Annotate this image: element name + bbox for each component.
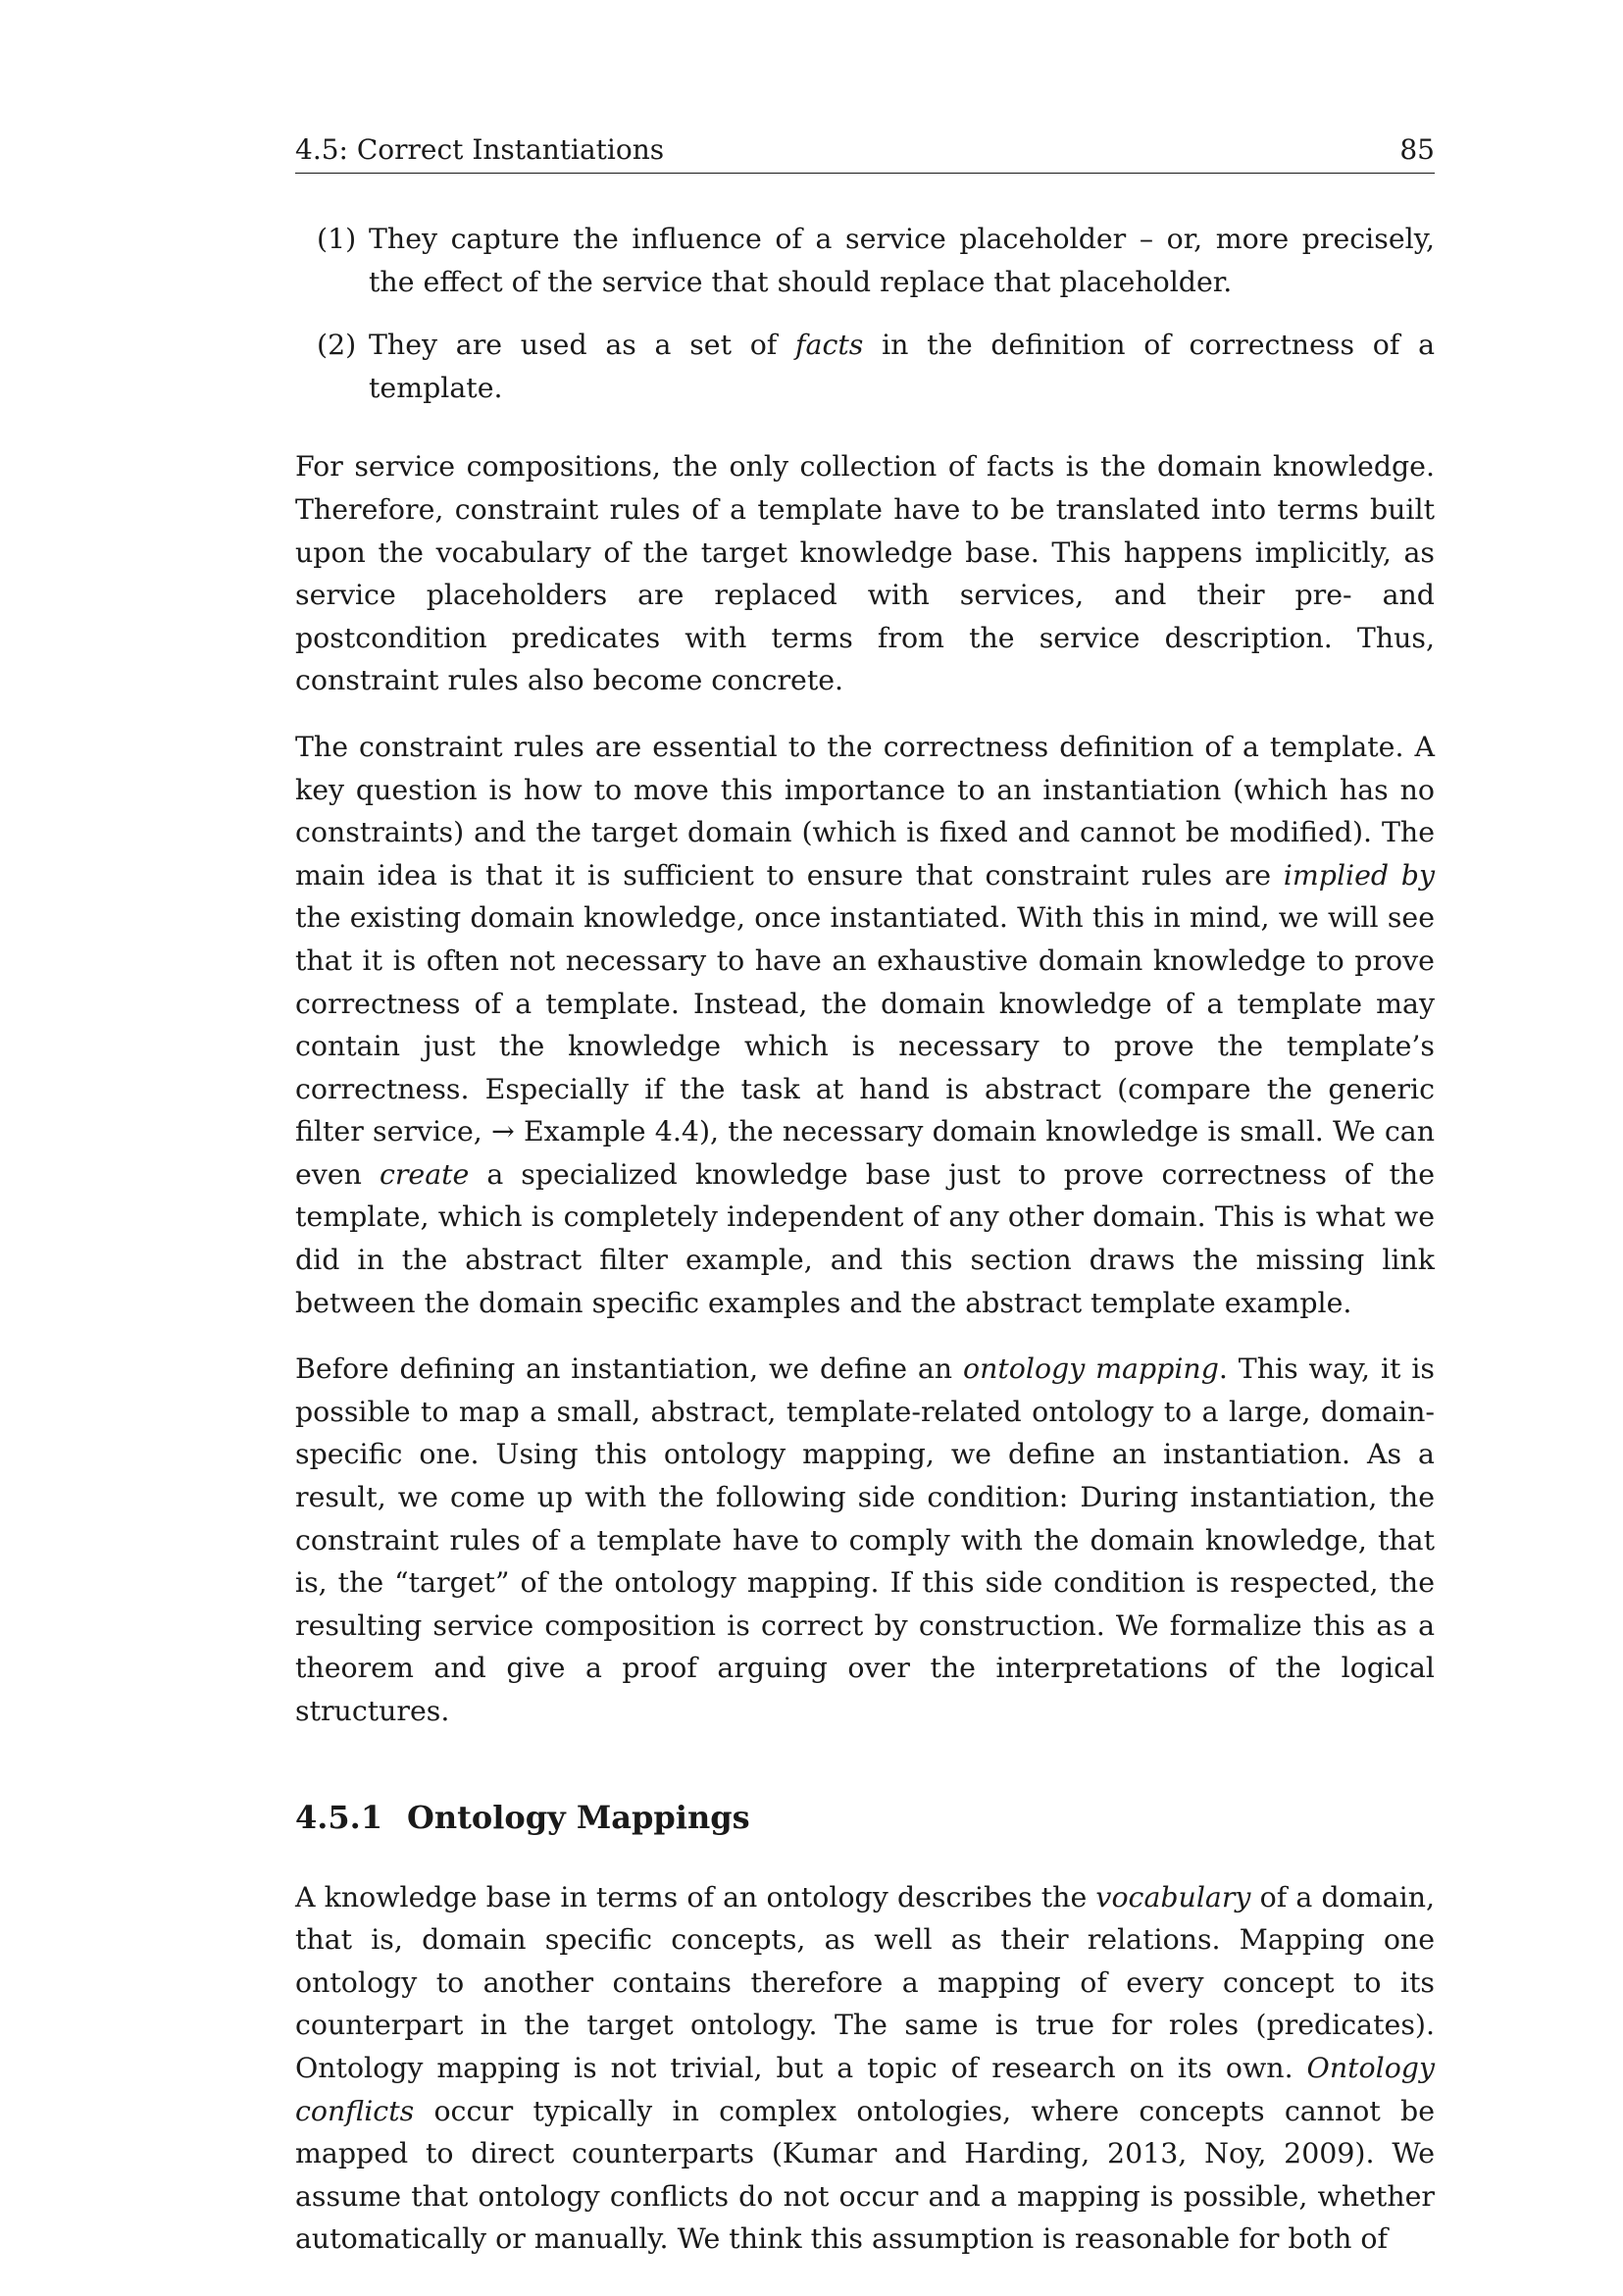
list-item <box>295 324 1435 409</box>
list-item-text: They capture the influence of a service placeholder – or, more precisely, the effect of the service that should replace that placeholder. <box>369 223 1435 298</box>
subsection-title: Ontology Mappings <box>407 1798 750 1836</box>
emphasis: create <box>379 1157 470 1191</box>
paragraph-ontology-mapping: A knowledge base in terms of an ontology describes the vocabulary of a domain, that is, domain specific concepts, as well as their relations. Mapping one ontology to another contains therefore a mapping of every concept to its counterpart in the target ontology. The same is true for roles (predicates). Ontology mapping is not trivial, but a topic of research on its own. Ontology conflicts occur typically in complex ontologies, where concepts cannot be mapped to direct counterparts (Kumar and Harding, 2013, Noy, 2009). We assume that ontology conflicts do not occur and a mapping is possible, whether automatically or manually. We think this assumption is reasonable for both of <box>295 1880 1436 2256</box>
body-text <box>295 218 1435 2284</box>
subsection-heading <box>295 1798 1435 1837</box>
paragraph-service-compositions: For service compositions, the only collection of facts is the domain knowledge. Therefore, constraint rules of a template have to be translated into terms built upon the vocabulary of the target knowledge base. This happens implicitly, as service placeholders are replaced with services, and their pre- and postcondition predicates with terms from the service description. Thus, constraint rules also become concrete. <box>295 450 1435 697</box>
list-item-number: (1) <box>317 223 357 255</box>
list-item <box>295 218 1435 303</box>
emphasis: facts <box>795 329 864 362</box>
enumerated-list <box>295 218 1435 409</box>
emphasis: implied by <box>1283 858 1435 892</box>
subsection-number: 4.5.1 <box>295 1798 383 1836</box>
list-item-number: (2) <box>317 329 357 362</box>
running-header <box>295 133 1435 174</box>
emphasis: ontology mapping <box>962 1352 1219 1386</box>
running-header-title: 4.5: Correct Instantiations <box>295 133 665 166</box>
emphasis: Ontology conflicts <box>295 2051 1435 2127</box>
page-number: 85 <box>1399 133 1435 166</box>
list-item-text: They are used as a set of facts in the definition of correctness of a template. <box>369 329 1435 404</box>
paragraph-constraint-rules: The constraint rules are essential to the correctness definition of a template. A key question is how to move this importance to an instantiation (which has no constraints) and the target domain (which is fixed and cannot be modified). The main idea is that it is sufficient to ensure that constraint rules are implied by the existing domain knowledge, once instantiated. With this in mind, we will see that it is often not necessary to have an exhaustive domain knowledge to prove correctness of a template. Instead, the domain knowledge of a template may contain just the knowledge which is necessary to prove the template’s correctness. Especially if the task at hand is abstract (compare the generic filter service, → Example 4.4), the necessary domain knowledge is small. We can even create a specialized knowledge base just to prove correctness of the template, which is completely independent of any other domain. This is what we did in the abstract filter example, and this section draws the missing link between the domain specific examples and the abstract template example. <box>295 730 1436 1319</box>
emphasis: vocabulary <box>1095 1880 1251 1913</box>
paragraph-instantiation: Before defining an instantiation, we define an ontology mapping. This way, it is possible to map a small, abstract, template-related ontology to a large, domain-specific one. Using this ontology mapping, we define an instantiation. As a result, we come up with the following side condition: During instantiation, the constraint rules of a template have to comply with the domain knowledge, that is, the “target” of the ontology mapping. If this side condition is respected, the resulting service composition is correct by construction. We formalize this as a theorem and give a proof arguing over the interpretations of the logical structures. <box>295 1352 1435 1727</box>
